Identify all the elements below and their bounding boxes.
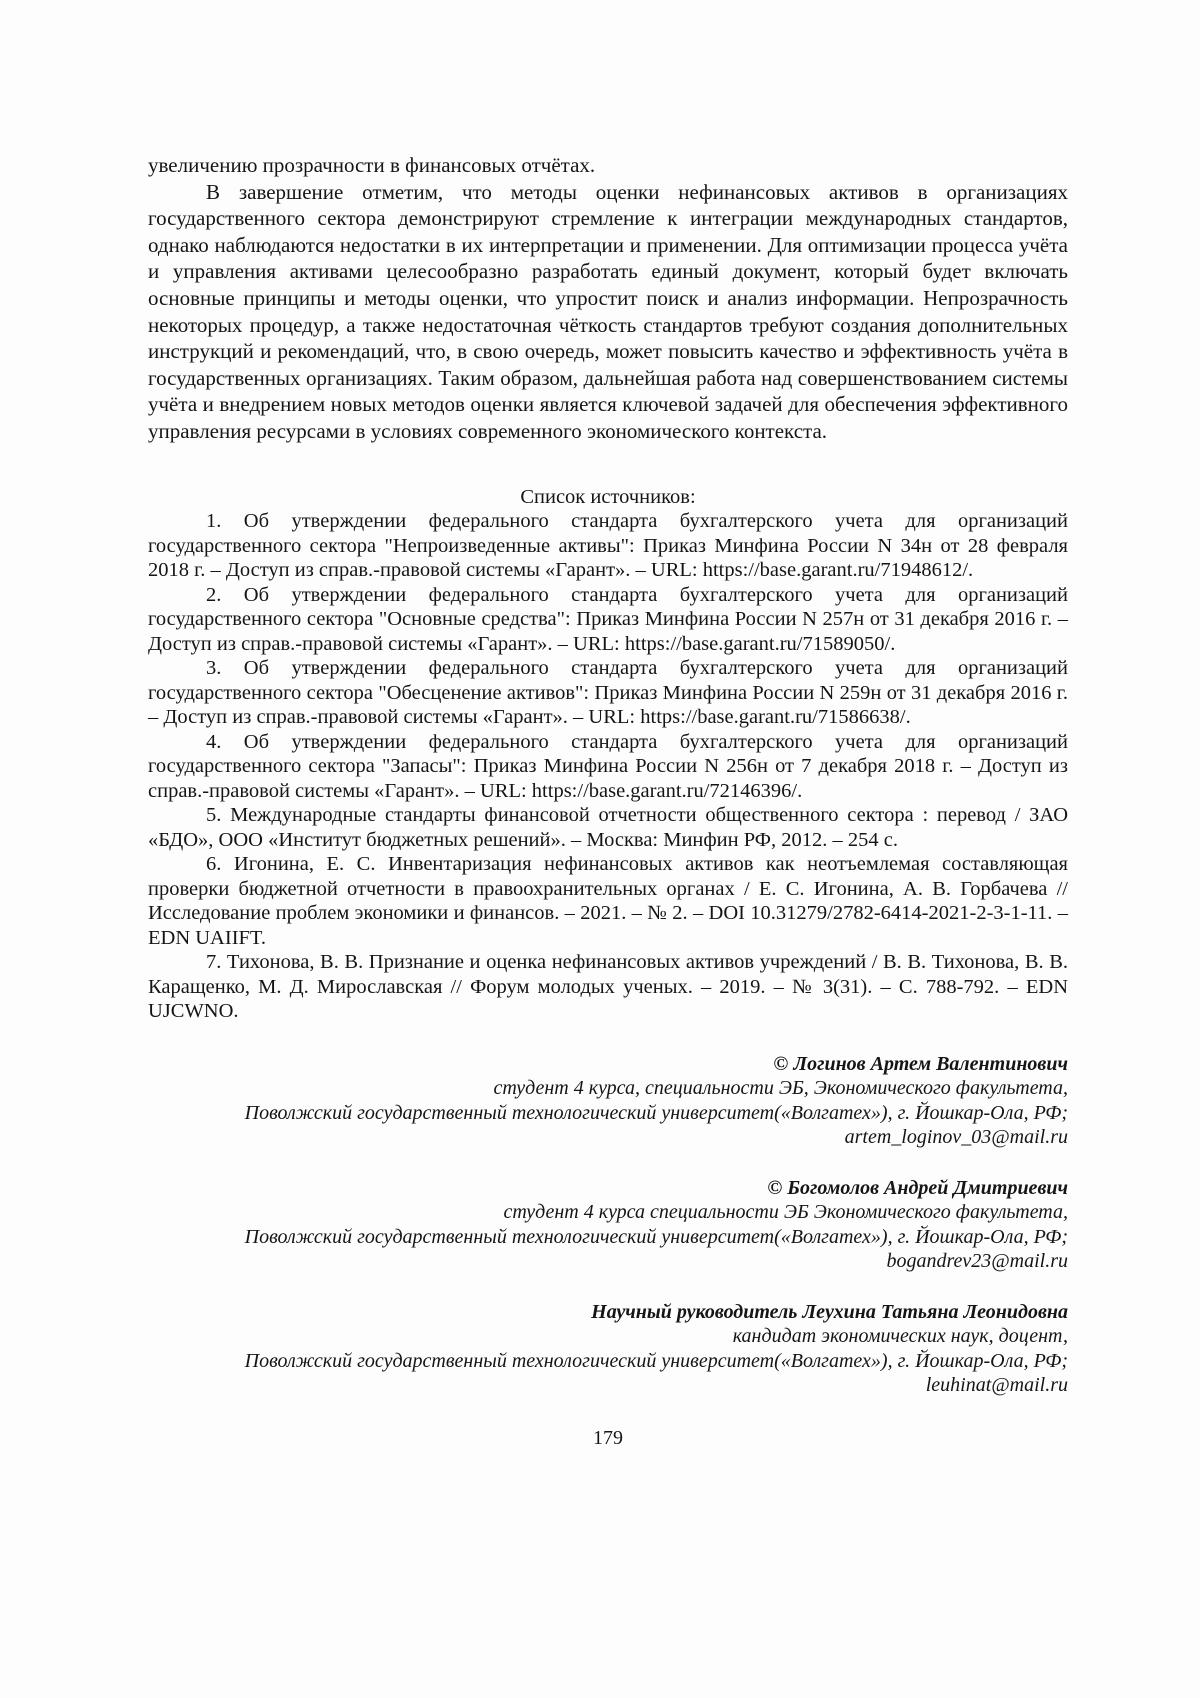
author-name: © Богомолов Андрей Дмитриевич <box>767 1176 1068 1199</box>
author-name: © Логинов Артем Валентинович <box>773 1052 1068 1075</box>
author-email: bogandrev23@mail.ru <box>886 1250 1068 1273</box>
reference-item-1: 1. Об утверждении федерального стандарта бухгалтерского учета для организаций государственного сектора "Непроизведенные активы": Приказ Минфина России N 34н от 28 февраля 2018 г. – Доступ из справ.-правовой системы «Гарант». – URL: https://base.garant.ru/71948612/. <box>148 510 1068 582</box>
author-affiliation-line: Поволжский государственный технологический университет(«Волгатех»), г. Йошкар-Ола, РФ; <box>244 1101 1068 1124</box>
reference-item-5: 5. Международные стандарты финансовой отчетности общественного сектора : перевод / ЗАО «БДО», ООО «Институт бюджетных решений». – Москва: Минфин РФ, 2012. – 254 с. <box>148 804 1068 851</box>
author-email: artem_loginov_03@mail.ru <box>844 1126 1068 1149</box>
sources-heading: Список источников: <box>520 485 696 508</box>
author-affiliation-line: студент 4 курса специальности ЭБ Экономического факультета, <box>503 1201 1068 1224</box>
author-block-loginov <box>148 1052 1068 1150</box>
supervisor-affiliation-line: Поволжский государственный технологический университет(«Волгатех»), г. Йошкар-Ола, РФ; <box>244 1349 1068 1372</box>
supervisor-name: Научный руководитель Леухина Татьяна Леонидовна <box>591 1300 1068 1323</box>
reference-item-2: 2. Об утверждении федерального стандарта бухгалтерского учета для организаций государственного сектора "Основные средства": Приказ Минфина России N 257н от 31 декабря 2016 г. – Доступ из справ.-правовой системы «Гарант». – URL: https://base.garant.ru/71589050/. <box>148 583 1068 655</box>
page-number: 179 <box>593 1426 623 1449</box>
supervisor-degree-line: кандидат экономических наук, доцент, <box>732 1325 1068 1348</box>
reference-item-4: 4. Об утверждении федерального стандарта бухгалтерского учета для организаций государственного сектора "Запасы": Приказ Минфина России N 256н от 7 декабря 2018 г. – Доступ из справ.-правовой системы «Гарант». – URL: https://base.garant.ru/72146396/. <box>148 730 1068 802</box>
paragraph-conclusion: В завершение отметим, что методы оценки нефинансовых активов в организациях государственного сектора демонстрируют стремление к интеграции международных стандартов, однако наблюдаются недостатки в их интерпретации и применении. Для оптимизации процесса учёта и управления активами целесообразно разработать единый документ, который будет включать основные принципы и методы оценки, что упростит поиск и анализ информации. Непрозрачность некоторых процедур, а также недостаточная чёткость стандартов требуют создания дополнительных инструкций и рекомендаций, что, в свою очередь, может повысить качество и эффективность учёта в государственных организациях. Таким образом, дальнейшая работа над совершенствованием системы учёта и внедрением новых методов оценки является ключевой задачей для обеспечения эффективного управления ресурсами в условиях современного экономического контекста. <box>148 179 1068 443</box>
page-content <box>148 152 1068 1450</box>
reference-item-3: 3. Об утверждении федерального стандарта бухгалтерского учета для организаций государственного сектора "Обесценение активов": Приказ Минфина России N 259н от 31 декабря 2016 г. – Доступ из справ.-правовой системы «Гарант». – URL: https://base.garant.ru/71586638/. <box>148 657 1068 729</box>
supervisor-block-leukhina <box>148 1300 1068 1398</box>
author-block-bogomolov <box>148 1176 1068 1274</box>
supervisor-email: leuhinat@mail.ru <box>925 1374 1068 1397</box>
author-affiliation-line: студент 4 курса, специальности ЭБ, Экономического факультета, <box>493 1077 1068 1100</box>
reference-item-6: 6. Игонина, Е. С. Инвентаризация нефинансовых активов как неотъемлемая составляющая проверки бюджетной отчетности в правоохранительных органах / Е. С. Игонина, А. В. Горбачева // Исследование проблем экономики и финансов. – 2021. – № 2. – DOI 10.31279/2782-6414-2021-2-3-1-11. – EDN UAIIFT. <box>148 853 1068 949</box>
paragraph-continuation: увеличению прозрачности в финансовых отчётах. <box>148 153 596 177</box>
reference-item-7: 7. Тихонова, В. В. Признание и оценка нефинансовых активов учреждений / В. В. Тихонова, В. В. Каращенко, М. Д. Мирославская // Форум молодых ученых. – 2019. – № 3(31). – С. 788-792. – EDN UJCWNO. <box>148 951 1068 1023</box>
author-affiliation-line: Поволжский государственный технологический университет(«Волгатех»), г. Йошкар-Ола, РФ; <box>244 1225 1068 1248</box>
